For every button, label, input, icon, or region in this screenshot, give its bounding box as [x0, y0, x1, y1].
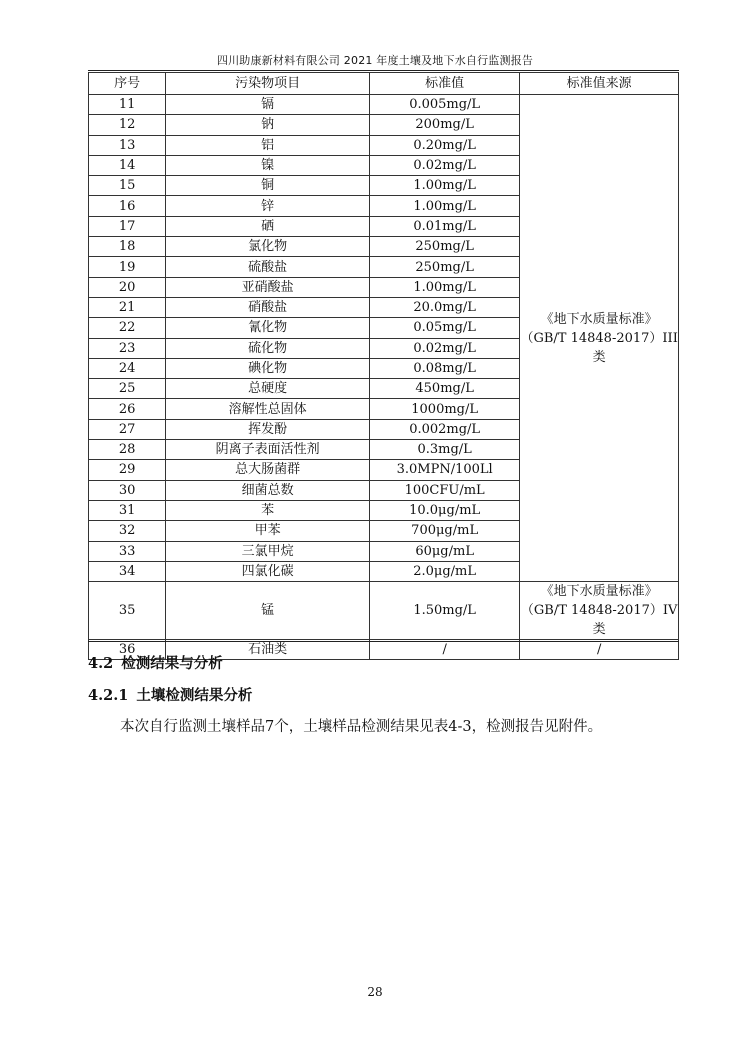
cell-no: 26 [89, 399, 166, 419]
section-heading-4-2 [88, 652, 223, 673]
cell-no: 14 [89, 155, 166, 175]
cell-standard-value: / [369, 640, 519, 660]
cell-pollutant: 铝 [166, 135, 370, 155]
cell-standard-value: 700μg/mL [369, 521, 519, 541]
cell-pollutant: 总硬度 [166, 379, 370, 399]
cell-standard-value: 1.00mg/L [369, 277, 519, 297]
source-text-line: 《地下水质量标准》 [540, 311, 658, 327]
cell-no: 19 [89, 257, 166, 277]
cell-standard-value: 3.0MPN/100Ll [369, 460, 519, 480]
cell-pollutant: 阴离子表面活性剂 [166, 440, 370, 460]
cell-standard-value: 60μg/mL [369, 541, 519, 561]
cell-no: 20 [89, 277, 166, 297]
cell-no: 28 [89, 440, 166, 460]
header-rule [88, 70, 679, 71]
cell-no: 15 [89, 176, 166, 196]
cell-no: 25 [89, 379, 166, 399]
cell-standard-value: 0.08mg/L [369, 358, 519, 378]
cell-standard-value: 100CFU/mL [369, 480, 519, 500]
cell-no: 18 [89, 237, 166, 257]
cell-pollutant: 镉 [166, 95, 370, 115]
source-text-line: 《地下水质量标准》 [540, 584, 658, 600]
source-text-line: （GB/T 14848-2017）III [520, 330, 678, 346]
cell-no: 23 [89, 338, 166, 358]
table-body [89, 95, 679, 660]
cell-standard-value: 0.01mg/L [369, 216, 519, 236]
subsection-title: 土壤检测结果分析 [136, 687, 253, 704]
col-header-no: 序号 [89, 73, 166, 95]
cell-standard-value: 250mg/L [369, 237, 519, 257]
cell-standard-value: 0.02mg/L [369, 155, 519, 175]
cell-pollutant: 硒 [166, 216, 370, 236]
cell-standard-source-groundwater-iii [520, 95, 679, 582]
cell-pollutant: 硫化物 [166, 338, 370, 358]
cell-no: 27 [89, 419, 166, 439]
cell-pollutant: 碘化物 [166, 358, 370, 378]
cell-no: 24 [89, 358, 166, 378]
table-bottom-rule [88, 641, 679, 642]
cell-no: 11 [89, 95, 166, 115]
cell-no: 33 [89, 541, 166, 561]
cell-no: 31 [89, 500, 166, 520]
cell-standard-source-groundwater-iv [520, 582, 679, 640]
page-number: 28 [367, 985, 383, 999]
cell-no: 29 [89, 460, 166, 480]
cell-no: 16 [89, 196, 166, 216]
col-header-pollutant: 污染物项目 [166, 73, 370, 95]
section-number: 4.2 [88, 655, 114, 672]
cell-standard-value: 250mg/L [369, 257, 519, 277]
table-header-row [89, 73, 679, 95]
cell-pollutant: 硫酸盐 [166, 257, 370, 277]
standards-table [88, 72, 679, 660]
cell-standard-value: 2.0μg/mL [369, 561, 519, 581]
cell-pollutant: 铜 [166, 176, 370, 196]
cell-pollutant: 镍 [166, 155, 370, 175]
col-header-standard-value: 标准值 [369, 73, 519, 95]
section-title: 检测结果与分析 [121, 655, 223, 672]
cell-standard-value: 1.00mg/L [369, 196, 519, 216]
cell-no: 30 [89, 480, 166, 500]
cell-standard-value: 10.0μg/mL [369, 500, 519, 520]
cell-no: 22 [89, 318, 166, 338]
source-text-line: （GB/T 14848-2017）IV类 [520, 603, 678, 638]
cell-pollutant: 锌 [166, 196, 370, 216]
cell-pollutant: 石油类 [166, 640, 370, 660]
cell-pollutant: 三氯甲烷 [166, 541, 370, 561]
cell-pollutant: 钠 [166, 115, 370, 135]
cell-pollutant: 溶解性总固体 [166, 399, 370, 419]
table-row [89, 582, 679, 640]
cell-no: 36 [89, 640, 166, 660]
source-text-line: 类 [592, 349, 606, 365]
cell-no: 21 [89, 297, 166, 317]
cell-standard-source: / [520, 640, 679, 660]
cell-pollutant: 氯化物 [166, 237, 370, 257]
cell-standard-value: 200mg/L [369, 115, 519, 135]
table-row [89, 95, 679, 115]
cell-standard-value: 450mg/L [369, 379, 519, 399]
cell-no: 17 [89, 216, 166, 236]
cell-standard-value: 0.002mg/L [369, 419, 519, 439]
cell-standard-value: 0.3mg/L [369, 440, 519, 460]
cell-pollutant: 四氯化碳 [166, 561, 370, 581]
cell-standard-value: 20.0mg/L [369, 297, 519, 317]
cell-standard-value: 0.20mg/L [369, 135, 519, 155]
subsection-heading-4-2-1 [88, 684, 252, 705]
cell-pollutant: 挥发酚 [166, 419, 370, 439]
cell-pollutant: 锰 [166, 582, 370, 640]
cell-pollutant: 苯 [166, 500, 370, 520]
cell-no: 35 [89, 582, 166, 640]
col-header-standard-source: 标准值来源 [520, 73, 679, 95]
cell-standard-value: 0.05mg/L [369, 318, 519, 338]
cell-pollutant: 硝酸盐 [166, 297, 370, 317]
cell-no: 13 [89, 135, 166, 155]
cell-no: 32 [89, 521, 166, 541]
cell-standard-value: 1000mg/L [369, 399, 519, 419]
cell-standard-value: 0.005mg/L [369, 95, 519, 115]
cell-no: 34 [89, 561, 166, 581]
cell-pollutant: 甲苯 [166, 521, 370, 541]
page-header: 四川助康新材料有限公司 2021 年度土壤及地下水自行监测报告 [216, 54, 534, 67]
cell-standard-value: 0.02mg/L [369, 338, 519, 358]
subsection-number: 4.2.1 [88, 687, 129, 704]
cell-pollutant: 氰化物 [166, 318, 370, 338]
cell-pollutant: 细菌总数 [166, 480, 370, 500]
cell-no: 12 [89, 115, 166, 135]
body-paragraph: 本次自行监测土壤样品7个，土壤样品检测结果见表4-3，检测报告见附件。 [120, 719, 603, 735]
cell-pollutant: 亚硝酸盐 [166, 277, 370, 297]
cell-standard-value: 1.00mg/L [369, 176, 519, 196]
cell-pollutant: 总大肠菌群 [166, 460, 370, 480]
cell-standard-value: 1.50mg/L [369, 582, 519, 640]
